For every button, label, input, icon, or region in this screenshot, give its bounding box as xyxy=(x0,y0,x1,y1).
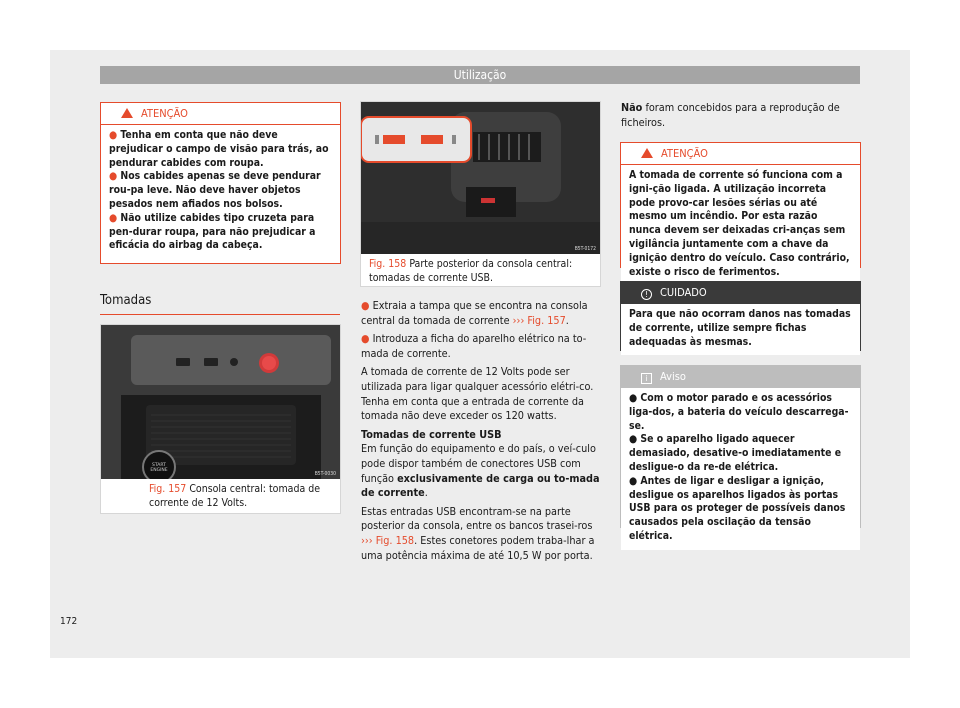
notice-title: Aviso xyxy=(660,370,686,383)
notice-item: ● Se o aparelho ligado aquecer demasiado, desative-o imediatamente e desligue-o da re-de elétrica. xyxy=(629,433,842,473)
notice-item: ● Antes de ligar e desligar a ignição, desligue os aparelhos ligados às portas USB para os proteger de possíveis danos causados pela oscilação da tensão elétrica. xyxy=(629,474,846,542)
notice-item: ● Com o motor parado e os acessórios liga-dos, a bateria do veículo descarrega-se. xyxy=(629,392,849,432)
warning-triangle-icon xyxy=(641,148,653,158)
notice-box xyxy=(620,365,861,542)
warning-triangle-icon xyxy=(121,108,133,118)
page-header: Utilização xyxy=(100,66,860,84)
svg-text:START: START xyxy=(152,463,166,468)
usb-heading: Tomadas de corrente USB xyxy=(361,427,502,441)
paragraph-12v: A tomada de corrente de 12 Volts pode ser utilizada para ligar qualquer acessório elétri-co. Tenha em conta que a entrada de corrente da tomada não deve exceder os 120 watts. xyxy=(361,365,594,423)
figure-code: B5T-0030 xyxy=(314,471,336,477)
caution-title: CUIDADO xyxy=(660,286,707,299)
bullet-insert: ● Introduza a ficha do aparelho elétrico na to-mada de corrente. xyxy=(361,332,587,360)
figure-158-image xyxy=(361,102,600,254)
paragraph-usb-location: Estas entradas USB encontram-se na parte posterior da consola, entre os bancos trasei-ros ››› Fig. 158. Estes conetores podem traba-lhar a uma potência máxima de até 10,5 W por porta. xyxy=(361,504,595,562)
bullet-extract: ● Extraia a tampa que se encontra na consola central da tomada de corrente ››› Fig. 157. xyxy=(361,299,588,327)
warning-title: ATENÇÃO xyxy=(141,107,188,120)
center-console-illustration xyxy=(101,325,340,479)
paragraph-usb-function: Em função do equipamento e do país, o veí-culo pode dispor também de conectores USB com função exclusivamente de carga ou to-mada de corrente. xyxy=(361,442,600,500)
body-text-column3: Não foram concebidos para a reprodução de ficheiros. xyxy=(621,101,840,129)
fig-ref-link[interactable]: ››› Fig. 157 xyxy=(512,313,566,327)
warning-title: ATENÇÃO xyxy=(661,147,708,160)
warning-box-socket xyxy=(620,142,861,278)
section-divider xyxy=(100,314,340,315)
caution-icon: ! xyxy=(641,289,652,300)
page-number: 172 xyxy=(60,616,78,627)
figure-157-image xyxy=(101,325,340,479)
figure-code: B5T-0172 xyxy=(574,246,596,252)
figure-caption: Fig. 158 Parte posterior da consola central: tomadas de corrente USB. xyxy=(369,258,573,284)
fig-ref-link[interactable]: ››› Fig. 158 xyxy=(361,533,415,547)
svg-text:ENGINE: ENGINE xyxy=(150,468,168,473)
warning-item: ● Tenha em conta que não deve prejudicar o campo de visão para trás, ao pendurar cabides com roupa. xyxy=(109,129,329,169)
body-text-column2 xyxy=(361,299,601,567)
info-icon: i xyxy=(641,373,652,384)
warning-box-hangers xyxy=(100,102,341,264)
warning-text: A tomada de corrente só funciona com a igni-ção ligada. A utilização incorreta pode provo-car lesões sérias ou até mesmo um incêndio. Por esta razão nunca devem ser deixadas cri-anças sem vigilância juntamente com a chave da ignição dentro do veículo. Caso contrário, existe o risco de ferimentos. xyxy=(621,165,860,285)
rear-console-illustration xyxy=(361,102,600,254)
caution-text: Para que não ocorram danos nas tomadas de corrente, utilize sempre fichas adequadas às mesmas. xyxy=(621,304,860,355)
figure-158 xyxy=(360,101,601,287)
figure-caption: Fig. 157 Consola central: tomada de corrente de 12 Volts. xyxy=(149,483,321,509)
warning-item: ● Não utilize cabides tipo cruzeta para pen-durar roupa, para não prejudicar a eficácia do airbag da cabeça. xyxy=(109,211,316,252)
warning-item: ● Nos cabides apenas se deve pendurar rou-pa leve. Não deve haver objetos pesados nem afiados nos bolsos. xyxy=(109,170,321,210)
figure-157 xyxy=(100,324,341,514)
caution-box xyxy=(620,281,861,351)
section-title: Tomadas xyxy=(100,293,152,308)
